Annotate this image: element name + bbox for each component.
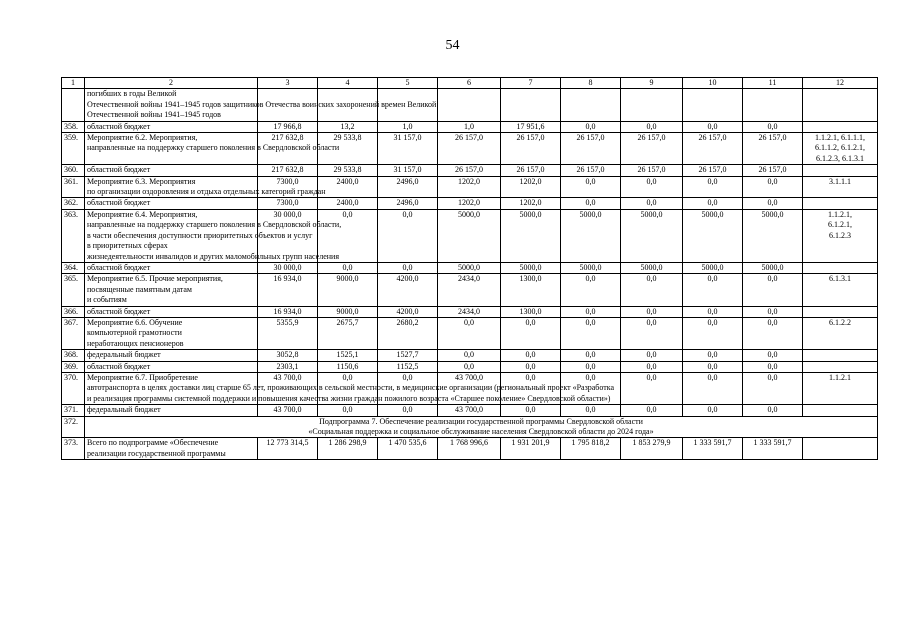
row-number-cell: 366.: [62, 306, 85, 317]
value-cell: 5000,0: [683, 209, 743, 262]
row-number-cell: 358.: [62, 121, 85, 132]
value-cell: 26 157,0: [561, 133, 621, 165]
value-cell: 31 157,0: [378, 133, 438, 165]
value-cell: 0,0: [438, 350, 501, 361]
column-number-cell: 7: [501, 78, 561, 89]
value-cell: 0,0: [501, 317, 561, 349]
value-cell: 0,0: [743, 350, 803, 361]
table-row: [62, 317, 878, 349]
target-indicator-cell: 6.1.2.2: [803, 317, 878, 349]
value-cell: 1,0: [378, 121, 438, 132]
table-row: [62, 438, 878, 460]
value-cell: 43 700,0: [258, 372, 318, 404]
measure-name-cell: Мероприятие 6.3. Мероприятия по организации оздоровления и отдыха отдельных категорий граждан: [85, 176, 258, 198]
row-number-cell: 365.: [62, 274, 85, 306]
value-cell: 0,0: [378, 405, 438, 416]
table-row: [62, 133, 878, 165]
measure-name-cell: областной бюджет: [85, 121, 258, 132]
value-cell: 2496,0: [378, 198, 438, 209]
value-cell: 5000,0: [438, 262, 501, 273]
row-number-cell: 360.: [62, 165, 85, 176]
value-cell: 26 157,0: [621, 133, 683, 165]
value-cell: 5000,0: [621, 209, 683, 262]
column-number-cell: 11: [743, 78, 803, 89]
value-cell: 0,0: [683, 350, 743, 361]
measure-name-cell: областной бюджет: [85, 306, 258, 317]
value-cell: 26 157,0: [621, 165, 683, 176]
value-cell: 0,0: [743, 306, 803, 317]
measure-name-cell: Мероприятие 6.4. Мероприятия, направленные на поддержку старшего поколения в Свердловской области, в части обеспечения доступности приоритетных объектов и услуг в приоритетных сферах жизнедеятельности инвалидов и других маломобильных групп населения: [85, 209, 258, 262]
value-cell: 1 931 201,9: [501, 438, 561, 460]
row-number-cell: [62, 89, 85, 121]
value-cell: 5000,0: [561, 209, 621, 262]
measure-name-cell: федеральный бюджет: [85, 405, 258, 416]
table-row: [62, 176, 878, 198]
value-cell: 5000,0: [743, 209, 803, 262]
table-row: [62, 89, 878, 121]
value-cell: 1 795 818,2: [561, 438, 621, 460]
value-cell: 29 533,8: [318, 133, 378, 165]
value-cell: 0,0: [438, 317, 501, 349]
value-cell: 26 157,0: [683, 165, 743, 176]
value-cell: 0,0: [621, 317, 683, 349]
value-cell: 1152,5: [378, 361, 438, 372]
value-cell: 1150,6: [318, 361, 378, 372]
value-cell: 0,0: [683, 405, 743, 416]
value-cell: 0,0: [378, 372, 438, 404]
value-cell: 7300,0: [258, 176, 318, 198]
target-indicator-cell: [803, 165, 878, 176]
column-number-cell: 10: [683, 78, 743, 89]
value-cell: 0,0: [621, 361, 683, 372]
value-cell: 1202,0: [438, 176, 501, 198]
value-cell: 26 157,0: [561, 165, 621, 176]
value-cell: 0,0: [501, 405, 561, 416]
measure-name-cell: погибших в годы Великой Отечественной войны 1941–1945 годов защитников Отечества воинских захоронений времен Великой Отечественной войны 1941–1945 годов: [85, 89, 258, 121]
value-cell: 0,0: [683, 198, 743, 209]
target-indicator-cell: 1.1.2.1, 6.1.1.1, 6.1.1.2, 6.1.2.1, 6.1.2.3, 6.1.3.1: [803, 133, 878, 165]
target-indicator-cell: [803, 262, 878, 273]
value-cell: 26 157,0: [438, 165, 501, 176]
value-cell: 12 773 314,5: [258, 438, 318, 460]
value-cell: 2680,2: [378, 317, 438, 349]
target-indicator-cell: [803, 350, 878, 361]
value-cell: 0,0: [378, 262, 438, 273]
row-number-cell: 367.: [62, 317, 85, 349]
value-cell: 2434,0: [438, 306, 501, 317]
row-number-cell: 363.: [62, 209, 85, 262]
value-cell: 0,0: [683, 317, 743, 349]
value-cell: 5000,0: [501, 209, 561, 262]
value-cell: 2400,0: [318, 198, 378, 209]
row-number-cell: 368.: [62, 350, 85, 361]
section-title-cell: Подпрограмма 7. Обеспечение реализации государственной программы Свердловской области «Социальная поддержка и социальное обслуживание населения Свердловской области до 2024 года»: [85, 416, 878, 438]
row-number-cell: 369.: [62, 361, 85, 372]
value-cell: 0,0: [683, 176, 743, 198]
value-cell: 0,0: [683, 306, 743, 317]
value-cell: 0,0: [621, 306, 683, 317]
value-cell: 16 934,0: [258, 274, 318, 306]
target-indicator-cell: [803, 121, 878, 132]
value-cell: 0,0: [318, 372, 378, 404]
column-number-cell: 2: [85, 78, 258, 89]
value-cell: [561, 89, 621, 121]
value-cell: [438, 89, 501, 121]
value-cell: 26 157,0: [683, 133, 743, 165]
value-cell: 0,0: [743, 372, 803, 404]
measure-name-cell: областной бюджет: [85, 198, 258, 209]
value-cell: 0,0: [621, 405, 683, 416]
value-cell: 0,0: [621, 176, 683, 198]
column-number-cell: 1: [62, 78, 85, 89]
value-cell: 0,0: [683, 361, 743, 372]
table-row: [62, 198, 878, 209]
value-cell: 26 157,0: [743, 165, 803, 176]
value-cell: 30 000,0: [258, 209, 318, 262]
value-cell: [743, 89, 803, 121]
value-cell: 1300,0: [501, 274, 561, 306]
measure-name-cell: областной бюджет: [85, 361, 258, 372]
value-cell: 217 632,8: [258, 165, 318, 176]
value-cell: 13,2: [318, 121, 378, 132]
value-cell: 1525,1: [318, 350, 378, 361]
value-cell: 0,0: [621, 198, 683, 209]
value-cell: 2434,0: [438, 274, 501, 306]
value-cell: 0,0: [743, 274, 803, 306]
value-cell: 4200,0: [378, 306, 438, 317]
measure-name-cell: Мероприятие 6.6. Обучение компьютерной грамотности неработающих пенсионеров: [85, 317, 258, 349]
column-number-row: [62, 78, 878, 89]
target-indicator-cell: 6.1.3.1: [803, 274, 878, 306]
value-cell: 5000,0: [501, 262, 561, 273]
table-row: [62, 121, 878, 132]
table-row: [62, 306, 878, 317]
value-cell: 1,0: [438, 121, 501, 132]
value-cell: 0,0: [318, 262, 378, 273]
value-cell: 0,0: [318, 405, 378, 416]
value-cell: [621, 89, 683, 121]
target-indicator-cell: 1.1.2.1: [803, 372, 878, 404]
table-row: [62, 274, 878, 306]
row-number-cell: 359.: [62, 133, 85, 165]
target-indicator-cell: [803, 405, 878, 416]
measure-name-cell: федеральный бюджет: [85, 350, 258, 361]
value-cell: 0,0: [743, 405, 803, 416]
page-number: 54: [445, 38, 460, 53]
measure-name-cell: Мероприятие 6.7. Приобретение автотранспорта в целях доставки лиц старше 65 лет, проживающих в сельской местности, в медицинские организации (региональный проект «Разработка и реализация программы системной поддержки и повышения качества жизни граждан пожилого возраста «Старшее поколение» Свердловской области»): [85, 372, 258, 404]
value-cell: 1 286 298,9: [318, 438, 378, 460]
value-cell: 5000,0: [683, 262, 743, 273]
target-indicator-cell: 1.1.2.1, 6.1.2.1, 6.1.2.3: [803, 209, 878, 262]
table-row: [62, 405, 878, 416]
value-cell: 0,0: [318, 209, 378, 262]
target-indicator-cell: 3.1.1.1: [803, 176, 878, 198]
value-cell: 31 157,0: [378, 165, 438, 176]
row-number-cell: 364.: [62, 262, 85, 273]
value-cell: 0,0: [683, 121, 743, 132]
table-row: [62, 361, 878, 372]
value-cell: 1 853 279,9: [621, 438, 683, 460]
target-indicator-cell: [803, 306, 878, 317]
column-number-cell: 3: [258, 78, 318, 89]
value-cell: 16 934,0: [258, 306, 318, 317]
target-indicator-cell: [803, 438, 878, 460]
table-row: [62, 165, 878, 176]
value-cell: 17 966,8: [258, 121, 318, 132]
row-number-cell: 373.: [62, 438, 85, 460]
row-number-cell: 370.: [62, 372, 85, 404]
column-number-cell: 8: [561, 78, 621, 89]
value-cell: 0,0: [561, 405, 621, 416]
value-cell: 0,0: [621, 372, 683, 404]
column-number-cell: 4: [318, 78, 378, 89]
measure-name-cell: областной бюджет: [85, 165, 258, 176]
value-cell: 2400,0: [318, 176, 378, 198]
value-cell: 0,0: [438, 361, 501, 372]
value-cell: 9000,0: [318, 274, 378, 306]
value-cell: 17 951,6: [501, 121, 561, 132]
value-cell: 43 700,0: [438, 405, 501, 416]
value-cell: 0,0: [561, 372, 621, 404]
value-cell: 2675,7: [318, 317, 378, 349]
value-cell: 1 768 996,6: [438, 438, 501, 460]
value-cell: 1 470 535,6: [378, 438, 438, 460]
table-row: [62, 209, 878, 262]
value-cell: 5355,9: [258, 317, 318, 349]
measure-name-cell: Мероприятие 6.2. Мероприятия, направленные на поддержку старшего поколения в Свердловской области: [85, 133, 258, 165]
value-cell: 1 333 591,7: [743, 438, 803, 460]
value-cell: 1202,0: [501, 176, 561, 198]
value-cell: 5000,0: [621, 262, 683, 273]
section-row: [62, 416, 878, 438]
table-row: [62, 372, 878, 404]
value-cell: 0,0: [561, 198, 621, 209]
value-cell: 1202,0: [438, 198, 501, 209]
value-cell: 0,0: [561, 361, 621, 372]
value-cell: 1527,7: [378, 350, 438, 361]
value-cell: 0,0: [561, 317, 621, 349]
measure-name-cell: Мероприятие 6.5. Прочие мероприятия, посвященные памятным датам и событиям: [85, 274, 258, 306]
value-cell: 0,0: [743, 121, 803, 132]
value-cell: 0,0: [561, 274, 621, 306]
row-number-cell: 361.: [62, 176, 85, 198]
value-cell: 0,0: [683, 274, 743, 306]
value-cell: 5000,0: [561, 262, 621, 273]
measure-name-cell: Всего по подпрограмме «Обеспечение реализации государственной программы: [85, 438, 258, 460]
value-cell: 1202,0: [501, 198, 561, 209]
value-cell: 0,0: [621, 350, 683, 361]
column-number-cell: 5: [378, 78, 438, 89]
value-cell: 26 157,0: [501, 165, 561, 176]
value-cell: 1 333 591,7: [683, 438, 743, 460]
value-cell: 29 533,8: [318, 165, 378, 176]
target-indicator-cell: [803, 361, 878, 372]
column-number-cell: 6: [438, 78, 501, 89]
table-row: [62, 262, 878, 273]
value-cell: 43 700,0: [438, 372, 501, 404]
value-cell: 0,0: [501, 372, 561, 404]
value-cell: [683, 89, 743, 121]
value-cell: 0,0: [621, 121, 683, 132]
value-cell: 5000,0: [743, 262, 803, 273]
value-cell: 0,0: [501, 361, 561, 372]
value-cell: 0,0: [743, 198, 803, 209]
value-cell: 0,0: [561, 176, 621, 198]
value-cell: 7300,0: [258, 198, 318, 209]
value-cell: 26 157,0: [438, 133, 501, 165]
value-cell: 0,0: [561, 350, 621, 361]
value-cell: [501, 89, 561, 121]
value-cell: 0,0: [378, 209, 438, 262]
value-cell: 0,0: [743, 361, 803, 372]
value-cell: 0,0: [561, 306, 621, 317]
value-cell: 0,0: [743, 317, 803, 349]
value-cell: 43 700,0: [258, 405, 318, 416]
budget-table: [61, 77, 878, 460]
value-cell: 0,0: [501, 350, 561, 361]
value-cell: 0,0: [621, 274, 683, 306]
value-cell: 217 632,8: [258, 133, 318, 165]
column-number-cell: 9: [621, 78, 683, 89]
row-number-cell: 371.: [62, 405, 85, 416]
value-cell: 3052,8: [258, 350, 318, 361]
value-cell: 2496,0: [378, 176, 438, 198]
measure-name-cell: областной бюджет: [85, 262, 258, 273]
value-cell: 9000,0: [318, 306, 378, 317]
value-cell: 0,0: [561, 121, 621, 132]
value-cell: 30 000,0: [258, 262, 318, 273]
value-cell: 4200,0: [378, 274, 438, 306]
value-cell: 2303,1: [258, 361, 318, 372]
row-number-cell: 362.: [62, 198, 85, 209]
value-cell: 5000,0: [438, 209, 501, 262]
target-indicator-cell: [803, 89, 878, 121]
row-number-cell: 372.: [62, 416, 85, 438]
value-cell: 1300,0: [501, 306, 561, 317]
value-cell: 0,0: [743, 176, 803, 198]
column-number-cell: 12: [803, 78, 878, 89]
value-cell: 26 157,0: [501, 133, 561, 165]
value-cell: 0,0: [683, 372, 743, 404]
table-row: [62, 350, 878, 361]
value-cell: 26 157,0: [743, 133, 803, 165]
target-indicator-cell: [803, 198, 878, 209]
